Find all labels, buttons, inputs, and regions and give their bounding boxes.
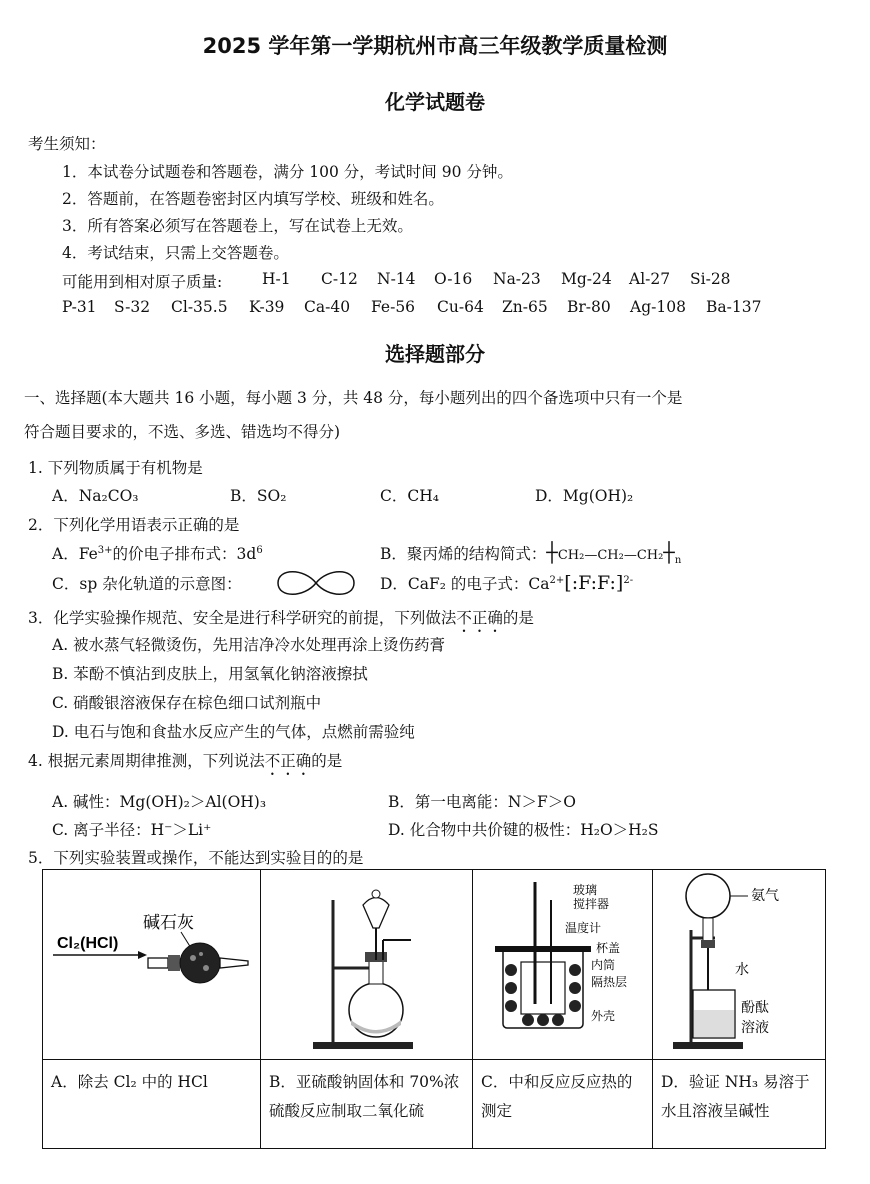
q4-option-c: C. 离子半径：H⁻＞Li⁺: [52, 821, 212, 839]
separatory-funnel: [363, 898, 389, 929]
label-shell: 外壳: [591, 1009, 616, 1023]
atomic-mass: K-39: [249, 298, 285, 316]
apparatus-c-drawing: [473, 870, 651, 1058]
q3-option-c: C. 硝酸银溶液保存在棕色细口试剂瓶中: [52, 694, 322, 712]
q2-a-rest: 的价电子排布式：3d: [112, 545, 257, 563]
atomic-mass: Al-27: [629, 270, 671, 288]
apparatus-a-drawing: [43, 870, 259, 1058]
notice-item: 3．所有答案必须写在答题卷上，写在试卷上无效。: [62, 217, 413, 235]
section-instruction: 符合题目要求的，不选、多选、错选均不得分): [24, 423, 341, 441]
atomic-mass-label: 可能用到相对原子质量:: [62, 273, 223, 291]
section-title: 选择题部分: [385, 342, 485, 366]
label-solution: 溶液: [741, 1020, 769, 1036]
q3-stem-post: 的是: [502, 609, 534, 627]
round-bottom-flask: [349, 983, 403, 1037]
page-title: 2025 学年第一学期杭州市高三年级教学质量检测: [202, 34, 668, 58]
atomic-mass: Na-23: [493, 270, 541, 288]
q2-d-label: D．CaF₂ 的电子式：Ca: [380, 575, 550, 593]
electron-formula: [:F:F:]: [564, 572, 624, 594]
q3-option-a: A. 被水蒸气轻微烫伤，先用洁净冷水处理再涂上烫伤药膏: [52, 636, 446, 654]
apparatus-table: [42, 869, 826, 1149]
q1-option-a: A．Na₂CO₃: [52, 487, 139, 505]
q4-stem: [28, 749, 342, 779]
label-insulation: 隔热层: [591, 975, 628, 989]
ammonia-flask: [686, 874, 730, 918]
q5-caption-c: C．中和反应反应热的测定: [473, 1060, 653, 1149]
atomic-mass: Mg-24: [561, 270, 612, 288]
q4-option-d: D. 化合物中共价键的极性：H₂O＞H₂S: [388, 821, 659, 839]
label-lid: 杯盖: [596, 941, 621, 955]
drying-bulb: [180, 943, 220, 983]
q5-caption-d: D．验证 NH₃ 易溶于水且溶液呈碱性: [653, 1060, 826, 1149]
atomic-mass: Ag-108: [630, 298, 686, 316]
apparatus-d-cell: [653, 870, 826, 1060]
apparatus-d-drawing: [653, 870, 824, 1058]
sp-orbital-diagram: [274, 566, 358, 600]
atomic-mass: Cu-64: [437, 298, 484, 316]
q2-option-d: [380, 572, 633, 594]
apparatus-c-cell: [473, 870, 653, 1060]
label-ammonia: 氨气: [751, 888, 779, 904]
atomic-mass: O-16: [434, 270, 473, 288]
q2-a-exp: 6: [256, 544, 263, 556]
flask-neck: [369, 960, 383, 984]
notice-item: 4．考试结束，只需上交答题卷。: [62, 244, 289, 262]
q4-stem-emphasis: 不正确: [264, 752, 312, 770]
label-thermometer: 温度计: [565, 921, 602, 935]
page-subtitle: 化学试题卷: [385, 90, 485, 114]
q3-option-d: D. 电石与饱和食盐水反应产生的气体，点燃前需验纯: [52, 723, 415, 741]
polymer-formula: CH₂—CH₂—CH₂: [557, 548, 664, 563]
label-phenolphthalein: 酚酞: [741, 1000, 769, 1016]
q2-option-a: [52, 542, 263, 564]
q1-option-c: C．CH₄: [380, 487, 439, 505]
q2-b-label: B．聚丙烯的结构简式：: [380, 545, 547, 563]
drying-tube-inlet: [148, 958, 168, 968]
q1-option-d: D．Mg(OH)₂: [535, 487, 634, 505]
label-inner: 内筒: [591, 958, 616, 972]
apparatus-b-cell: [261, 870, 473, 1060]
q1-option-b: B．SO₂: [230, 487, 287, 505]
label-stirrer: 搅拌器: [573, 897, 610, 911]
stand-base: [313, 1042, 413, 1049]
soda-lime-label: 碱石灰: [143, 913, 194, 933]
q4-stem-pre: 4. 根据元素周期律推测，下列说法: [28, 752, 265, 770]
arrow-head: [138, 951, 147, 959]
atomic-mass: Zn-65: [502, 298, 548, 316]
atomic-mass: Ca-40: [304, 298, 351, 316]
q4-option-a: A. 碱性：Mg(OH)₂＞Al(OH)₃: [52, 793, 267, 811]
q1-stem: 1. 下列物质属于有机物是: [28, 459, 203, 477]
atomic-mass: S-32: [114, 298, 151, 316]
q2-option-c: C．sp 杂化轨道的示意图：: [52, 575, 242, 593]
polymer-open-bracket: ┼: [546, 542, 558, 564]
q3-option-b: B. 苯酚不慎沾到皮肤上，用氢氧化钠溶液擦拭: [52, 665, 368, 683]
q2-d-minus: 2-: [623, 574, 634, 586]
label-stirrer: 玻璃: [573, 883, 598, 897]
gas-label: Cl₂(HCl): [57, 935, 119, 952]
atomic-mass: Cl-35.5: [171, 298, 228, 316]
apparatus-a-cell: [43, 870, 261, 1060]
atomic-mass: H-1: [262, 270, 291, 288]
q5-caption-a: A．除去 Cl₂ 中的 HCl: [43, 1060, 261, 1149]
notice-item: 1．本试卷分试题卷和答题卷，满分 100 分，考试时间 90 分钟。: [62, 163, 513, 181]
q2-option-b: [380, 542, 681, 566]
cup-lid: [495, 946, 591, 952]
atomic-mass: Fe-56: [371, 298, 416, 316]
atomic-mass: N-14: [377, 270, 416, 288]
apparatus-b-drawing: [261, 870, 471, 1058]
polymer-n: n: [674, 555, 682, 567]
section-instruction: 一、选择题(本大题共 16 小题，每小题 3 分，共 48 分，每小题列出的四个备选项中只有一个是: [24, 389, 683, 407]
notice-heading: 考生须知：: [28, 135, 106, 153]
atomic-mass: Br-80: [567, 298, 611, 316]
atomic-mass: P-31: [62, 298, 97, 316]
q2-a-label: A．Fe: [52, 545, 98, 563]
drying-tube-outlet: [220, 958, 248, 968]
q3-stem-emphasis: 不正确: [456, 609, 503, 627]
q5-stem: 5．下列实验装置或操作，不能达到实验目的的是: [28, 849, 364, 867]
q5-caption-b: B．亚硫酸钠固体和 70%浓硫酸反应制取二氧化硫: [261, 1060, 473, 1149]
stand-base: [673, 1042, 743, 1049]
atomic-mass: Ba-137: [706, 298, 762, 316]
q4-option-b: B．第一电离能：N＞F＞O: [388, 793, 576, 811]
label-water: 水: [735, 962, 749, 978]
q2-a-charge: 3+: [97, 544, 113, 556]
q3-stem: [28, 606, 534, 636]
polymer-close-bracket: ┼: [663, 542, 675, 564]
notice-item: 2．答题前，在答题卷密封区内填写学校、班级和姓名。: [62, 190, 444, 208]
q4-stem-post: 的是: [311, 752, 343, 770]
atomic-mass: C-12: [321, 270, 358, 288]
q2-stem: 2．下列化学用语表示正确的是: [28, 516, 240, 534]
q3-stem-pre: 3．化学实验操作规范、安全是进行科学研究的前提，下列做法: [28, 609, 457, 627]
atomic-mass: Si-28: [690, 270, 731, 288]
inner-cup: [521, 962, 565, 1014]
rubber-stopper: [168, 955, 180, 971]
q2-d-charge: 2+: [549, 574, 565, 586]
